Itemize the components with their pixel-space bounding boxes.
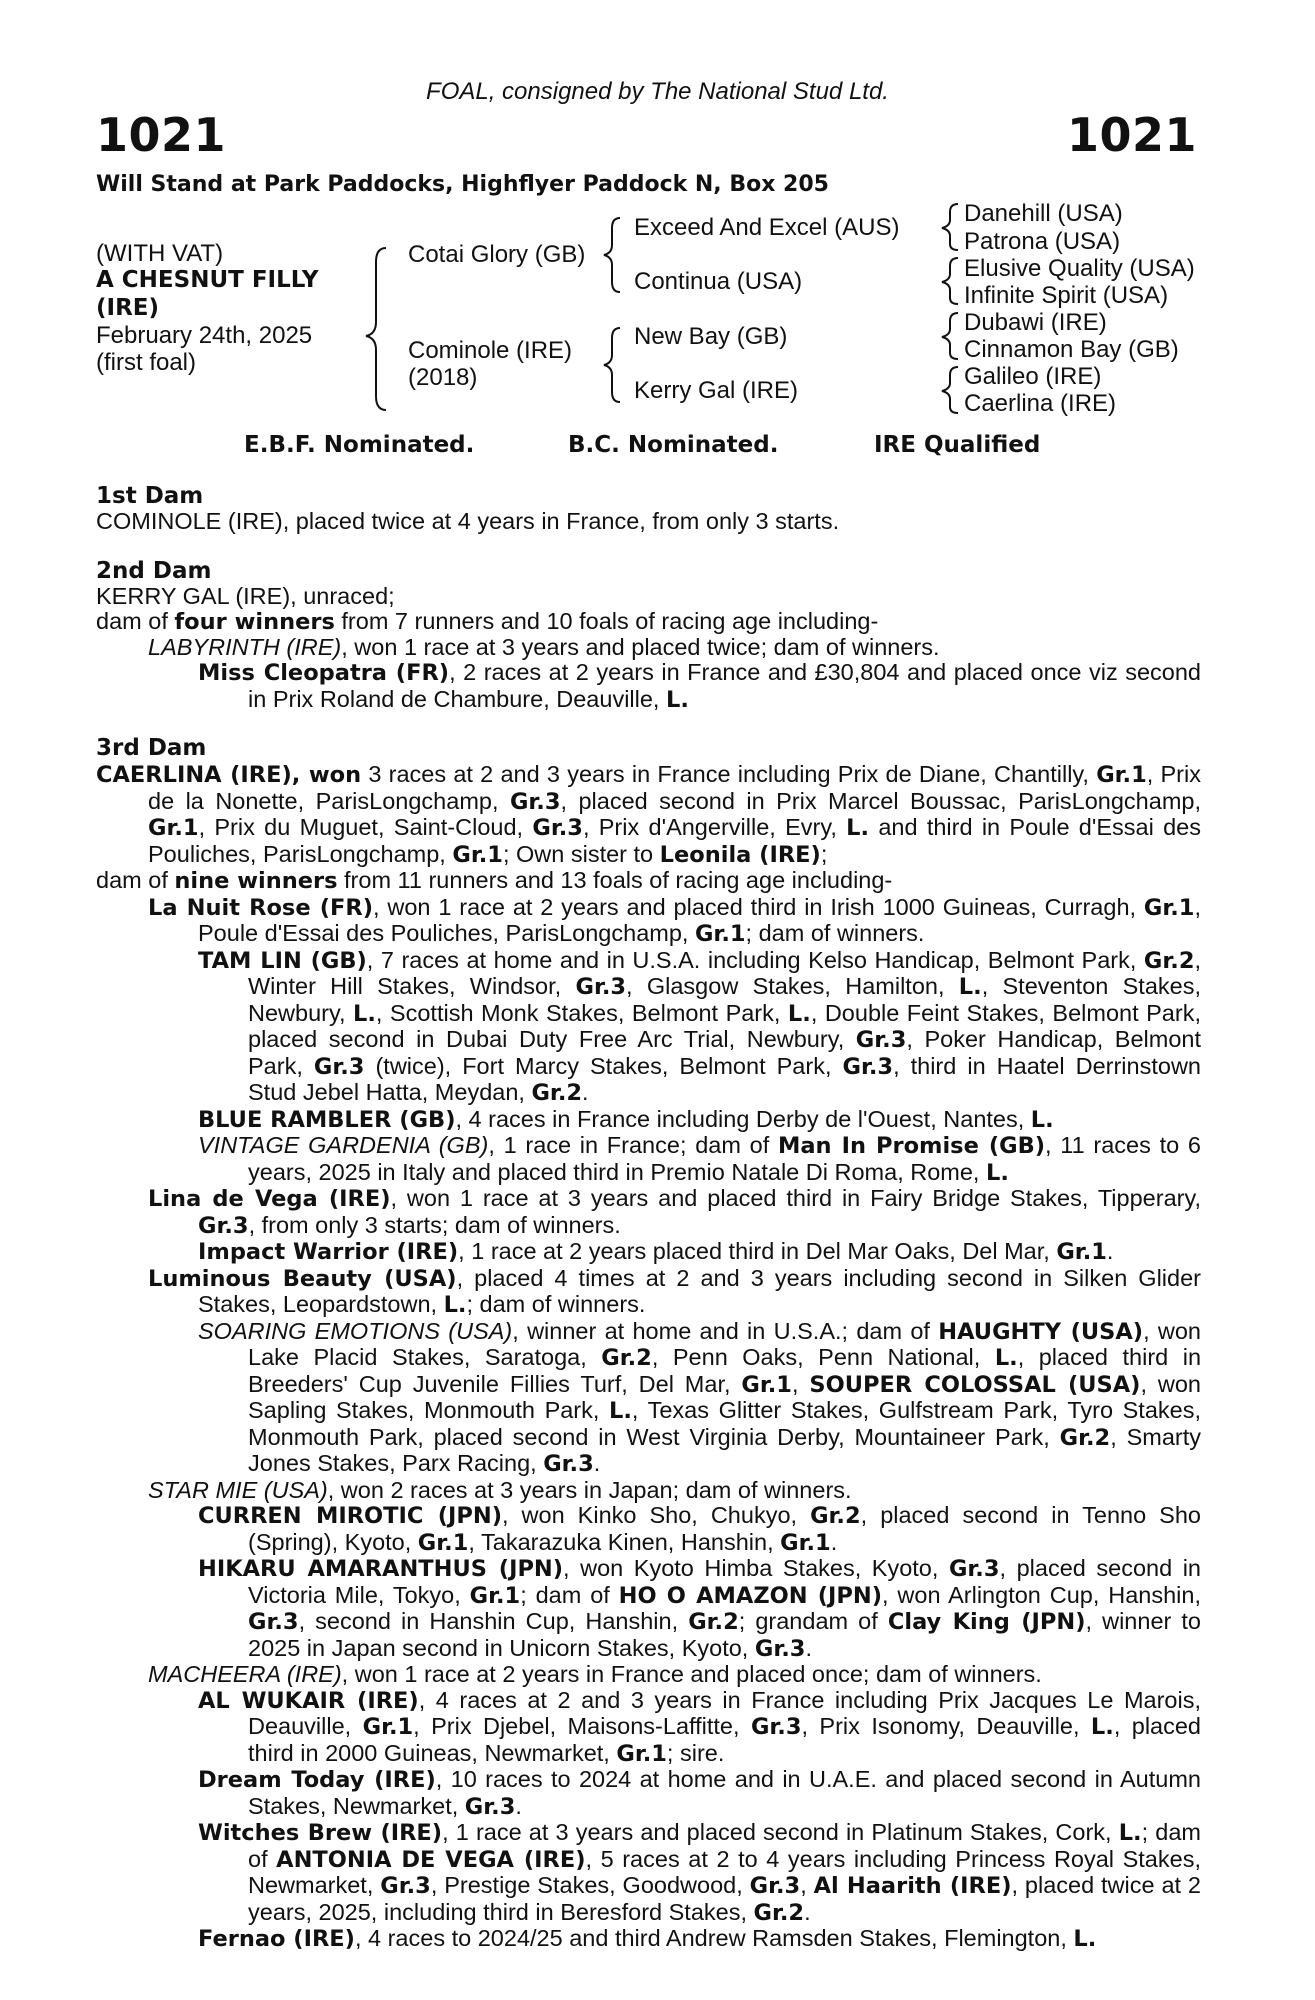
horse-country: (IRE) <box>96 295 160 321</box>
ggp-4: Infinite Spirit (USA) <box>964 282 1169 309</box>
text-run: , Scottish Monk Stakes, Belmont Park, <box>375 999 788 1026</box>
third-dam-entry <box>198 1820 1201 1926</box>
second-dam-produce: dam of four winners from 7 runners and 10 foals of racing age including- <box>96 608 879 635</box>
third-dam-produce <box>96 868 1201 895</box>
sire: Cotai Glory (GB) <box>408 241 586 268</box>
text-run: , Texas Glitter Stakes, Gulfstream Park, Tyro Stakes, Monmouth Park, placed second in West Virginia Derby, Mountaineer Park, <box>248 1397 1201 1450</box>
bold-run: Gr.1 <box>1096 762 1147 788</box>
second-dam-entry-labyrinth: LABYRINTH (IRE), won 1 race at 3 years and placed twice; dam of winners. <box>148 634 940 660</box>
bold-run: Gr.1 <box>780 1529 831 1556</box>
text-run: , won Kinko Sho, Chukyo, <box>502 1502 811 1528</box>
text-run: . <box>515 1792 522 1819</box>
bold-run: L. <box>1090 1714 1114 1740</box>
text-run: , Prix de la Nonette, ParisLongchamp, <box>148 761 1201 814</box>
third-dam-entry <box>198 1767 1201 1820</box>
bold-run: Gr.3 <box>248 1609 299 1635</box>
bold-run: Leonila (IRE) <box>659 841 821 868</box>
bold-run: Gr.1 <box>1056 1239 1107 1265</box>
bold-run: Clay King (JPN) <box>887 1609 1086 1635</box>
bold-run: Gr.3 <box>855 1027 907 1053</box>
third-dam-entry <box>198 1239 1201 1266</box>
bold-run: Gr.3 <box>313 1053 365 1080</box>
third-dam-entry <box>148 1266 1201 1319</box>
text-run: . <box>830 1528 838 1555</box>
bold-run: L. <box>609 1398 632 1424</box>
ggp-2: Patrona (USA) <box>964 228 1121 255</box>
bold-run: Gr.2 <box>1059 1424 1111 1451</box>
text-run: , won Arlington Cup, Hanshin, <box>882 1581 1201 1608</box>
third-dam-heading: 3rd Dam <box>96 735 207 761</box>
bold-run: L. <box>986 1159 1009 1186</box>
text-run: . <box>1106 1238 1114 1264</box>
text-run: , Prix Isonomy, Deauville, <box>801 1713 1091 1739</box>
text-run: , Glasgow Stakes, Hamilton, <box>626 973 959 999</box>
third-dam-entry <box>198 1503 1201 1556</box>
bc-nomination: B.C. Nominated. <box>568 432 779 458</box>
text-run: dam of <box>96 867 175 893</box>
bold-run: Witches Brew (IRE) <box>198 1820 443 1846</box>
text-run: , won Sapling Stakes, Monmouth Park, <box>248 1370 1201 1423</box>
text-run: , winner to 2025 in Japan second in Unicorn Stakes, Kyoto, <box>248 1608 1202 1661</box>
lot-number-right: 1021 <box>1066 108 1197 162</box>
text-run: , 1 race in France; dam of <box>488 1132 778 1158</box>
text-run: ; dam of winners. <box>745 920 925 946</box>
text-run: ; dam of winners. <box>466 1291 646 1317</box>
text-run: , 1 race at 2 years placed third in Del Mar Oaks, Del Mar, <box>458 1238 1057 1264</box>
dam-sire: New Bay (GB) <box>634 323 788 350</box>
bold-run: Lina de Vega (IRE) <box>148 1186 391 1212</box>
third-dam-block <box>0 762 1315 1953</box>
bold-run: Gr.3 <box>198 1212 249 1239</box>
bold-run: Gr.3 <box>532 815 583 841</box>
bold-run: SOUPER COLOSSAL (USA) <box>809 1371 1141 1398</box>
bold-run: nine winners <box>174 868 338 894</box>
bold-run: Gr.2 <box>531 1080 583 1106</box>
consignor-line: FOAL, consigned by The National Stud Ltd. <box>426 78 889 105</box>
bold-run: Gr.2 <box>601 1345 652 1371</box>
bold-run: Gr.3 <box>750 1714 802 1740</box>
bold-run: Gr.1 <box>741 1371 792 1398</box>
bold-run: L. <box>1073 1926 1097 1952</box>
text-run: . <box>593 1450 601 1476</box>
bold-run: L. <box>787 1000 811 1027</box>
bold-run: Impact Warrior (IRE) <box>198 1239 459 1265</box>
third-dam-entry <box>198 1319 1201 1478</box>
bold-run: Gr.1 <box>616 1740 667 1767</box>
text-run: , placed second in Prix Marcel Boussac, ParisLongchamp, <box>560 787 1202 814</box>
text-run: , placed twice at 2 years, 2025, including third in Beresford Stakes, <box>248 1872 1201 1925</box>
second-dam-entry-miss-cleopatra: Miss Cleopatra (FR), 2 races at 2 years in France and £30,804 and placed once viz second in Prix Roland de Chambure, Deauville, L. <box>198 659 1201 713</box>
vat-note: (WITH VAT) <box>96 240 224 267</box>
text-run: , Smarty Jones Stakes, Parx Racing, <box>248 1423 1201 1476</box>
foaling-date: February 24th, 2025 <box>96 322 313 349</box>
bold-run: Gr.1 <box>148 815 199 841</box>
text-run: and third in Poule d'Essai des Pouliches, ParisLongchamp, <box>148 814 1201 867</box>
text-run: , placed third in Breeders' Cup Juvenile Fillies Turf, Del Mar, <box>248 1344 1202 1397</box>
horse-name: A CHESNUT FILLY <box>96 267 319 293</box>
italic-run: MACHEERA (IRE) <box>148 1661 342 1687</box>
bold-run: TAM LIN (GB) <box>198 947 367 974</box>
text-run: , 4 races to 2024/25 and third Andrew Ramsden Stakes, Flemington, <box>354 1925 1074 1951</box>
text-run: . <box>805 1634 812 1661</box>
text-run: , 7 races at home and in U.S.A. including Kelso Handicap, Belmont Park, <box>366 946 1144 973</box>
text-run: , Winter Hill Stakes, Windsor, <box>248 946 1202 999</box>
bold-run: CURREN MIROTIC (JPN) <box>198 1503 502 1529</box>
text-run: , won Lake Placid Stakes, Saratoga, <box>248 1317 1201 1370</box>
bold-run: HO O AMAZON (JPN) <box>618 1582 883 1609</box>
text-run: , won 2 races at 3 years in Japan; dam of winners. <box>327 1476 852 1503</box>
bold-run: AL WUKAIR (IRE) <box>198 1687 419 1714</box>
bold-run: ANTONIA DE VEGA (IRE) <box>276 1846 586 1873</box>
text-run: , won 1 race at 2 years in France and placed once; dam of winners. <box>341 1661 1042 1687</box>
third-dam-entry <box>148 1186 1201 1239</box>
text-run: , won 1 race at 2 years and placed third in Irish 1000 Guineas, Curragh, <box>373 893 1144 920</box>
bold-run: Gr.3 <box>749 1873 801 1899</box>
bold-run: Gr.3 <box>575 974 627 1000</box>
text-run: , placed 4 times at 2 and 3 years including second in Silken Glider Stakes, Leopardstown, <box>198 1264 1201 1317</box>
text-run: , from only 3 starts; dam of winners. <box>248 1211 621 1238</box>
bold-run: L. <box>1030 1106 1054 1133</box>
text-run: ; Own sister to <box>502 840 660 867</box>
text-run: ; <box>820 840 828 867</box>
text-run: , winner at home and in U.S.A.; dam of <box>512 1317 939 1344</box>
third-dam-caerlina <box>96 762 1201 868</box>
bold-run: Gr.3 <box>380 1873 431 1899</box>
text-run: , 4 races in France including Derby de l'Ouest, Nantes, <box>455 1105 1031 1132</box>
second-dam-name: KERRY GAL (IRE), unraced; <box>96 583 395 609</box>
bold-run: L. <box>353 1000 376 1027</box>
foal-note: (first foal) <box>96 349 197 376</box>
bold-run: Gr.1 <box>1143 894 1195 921</box>
text-run: , <box>800 1872 814 1898</box>
ggp-3: Elusive Quality (USA) <box>964 255 1195 282</box>
italic-run: VINTAGE GARDENIA (GB) <box>198 1132 489 1158</box>
ire-qualified: IRE Qualified <box>874 432 1041 458</box>
text-run: , Takarazuka Kinen, Hanshin, <box>468 1528 781 1555</box>
ggp-7: Galileo (IRE) <box>964 363 1102 390</box>
text-run: , Steventon Stakes, Newbury, <box>248 973 1201 1026</box>
first-dam-heading: 1st Dam <box>96 483 204 509</box>
bold-run: Gr.2 <box>753 1899 805 1926</box>
bold-run: Gr.3 <box>754 1635 806 1662</box>
sire-dam: Continua (USA) <box>634 268 803 295</box>
text-run: ; grandam of <box>738 1608 888 1634</box>
bold-run: Al Haarith (IRE) <box>813 1873 1012 1899</box>
italic-run: STAR MIE (USA) <box>148 1476 328 1503</box>
text-run: , won Kyoto Himba Stakes, Kyoto, <box>563 1555 949 1581</box>
text-run: , placed second in Victoria Mile, Tokyo, <box>248 1555 1201 1608</box>
bold-run: L. <box>994 1345 1018 1371</box>
lot-number-left: 1021 <box>96 108 227 162</box>
bold-run: Man In Promise (GB) <box>777 1133 1046 1159</box>
text-run: , <box>791 1370 810 1397</box>
dam-year: (2018) <box>408 364 478 391</box>
text-run: , 4 races at 2 and 3 years in France including Prix Jacques Le Marois, Deauville, <box>248 1686 1201 1739</box>
text-run: 3 races at 2 and 3 years in France including Prix de Diane, Chantilly, <box>361 761 1097 787</box>
ggp-6: Cinnamon Bay (GB) <box>964 336 1179 363</box>
text-run: , 11 races to 6 years, 2025 in Italy and placed third in Premio Natale Di Roma, Rome, <box>248 1132 1201 1185</box>
third-dam-entry <box>148 895 1201 948</box>
text-run: , placed third in 2000 Guineas, Newmarket, <box>248 1713 1201 1766</box>
text-run: . <box>804 1898 811 1925</box>
text-run: , Prix Djebel, Maisons-Laffitte, <box>413 1713 751 1739</box>
text-run: from 11 runners and 13 foals of racing age including- <box>337 867 893 893</box>
text-run: ; sire. <box>666 1739 725 1766</box>
text-run: . <box>582 1079 589 1105</box>
bold-run: L. <box>443 1292 467 1318</box>
text-run: , Prix d'Angerville, Evry, <box>582 814 847 840</box>
bold-run: Fernao (IRE) <box>198 1926 355 1952</box>
text-run: ; dam of <box>248 1819 1201 1872</box>
text-run: , 5 races at 2 to 4 years including Princess Royal Stakes, Newmarket, <box>248 1845 1201 1898</box>
text-run: , Prix du Muguet, Saint-Cloud, <box>198 814 533 840</box>
third-dam-entry <box>198 1556 1201 1662</box>
text-run: , Prestige Stakes, Goodwood, <box>430 1872 750 1898</box>
bold-run: Dream Today (IRE) <box>198 1767 436 1793</box>
ggp-5: Dubawi (IRE) <box>964 309 1107 336</box>
bold-run: Gr.1 <box>452 841 503 868</box>
bold-run: La Nuit Rose (FR) <box>148 894 373 921</box>
ebf-nomination: E.B.F. Nominated. <box>244 432 475 458</box>
text-run: , Penn Oaks, Penn National, <box>651 1344 995 1370</box>
ggp-1: Danehill (USA) <box>964 200 1123 227</box>
third-dam-entry <box>198 1107 1201 1134</box>
bold-run: L. <box>1118 1820 1142 1846</box>
bold-run: HAUGHTY (USA) <box>938 1318 1144 1345</box>
dam: Cominole (IRE) <box>408 337 573 364</box>
bold-run: Gr.1 <box>362 1714 414 1740</box>
text-run: , placed second in Tenno Sho (Spring), Kyoto, <box>248 1502 1201 1555</box>
third-dam-entry <box>148 1662 1201 1688</box>
bold-run: L. <box>958 974 982 1000</box>
text-run: ; dam of <box>520 1581 619 1608</box>
stand-location: Will Stand at Park Paddocks, Highflyer Paddock N, Box 205 <box>96 172 829 197</box>
bold-run: Gr.3 <box>543 1451 594 1477</box>
bold-run: Gr.1 <box>417 1529 469 1556</box>
text-run: , Double Feint Stakes, Belmont Park, placed second in Dubai Duty Free Arc Trial, Newbury, <box>248 999 1201 1052</box>
ggp-8: Caerlina (IRE) <box>964 390 1117 417</box>
third-dam-entry <box>148 1478 1201 1504</box>
bold-run: CAERLINA (IRE), won <box>96 762 362 788</box>
first-dam-text: COMINOLE (IRE), placed twice at 4 years in France, from only 3 starts. <box>96 508 840 534</box>
text-run: , Poker Handicap, Belmont Park, <box>248 1026 1201 1079</box>
third-dam-entry <box>198 1926 1201 1953</box>
bold-run: Gr.2 <box>1143 947 1195 974</box>
third-dam-entry <box>198 1688 1201 1768</box>
dam-dam: Kerry Gal (IRE) <box>634 377 799 404</box>
text-run: , 10 races to 2024 at home and in U.A.E. and placed second in Autumn Stakes, Newmarket, <box>248 1766 1201 1819</box>
bold-run: HIKARU AMARANTHUS (JPN) <box>198 1556 564 1582</box>
bold-run: Gr.3 <box>464 1793 516 1820</box>
bold-run: BLUE RAMBLER (GB) <box>198 1106 456 1133</box>
text-run: , 1 race at 3 years and placed second in Platinum Stakes, Cork, <box>442 1819 1119 1845</box>
text-run: , Poule d'Essai des Pouliches, ParisLongchamp, <box>198 893 1201 946</box>
bold-run: Gr.3 <box>509 788 561 815</box>
bold-run: Gr.3 <box>842 1053 894 1080</box>
text-run: , second in Hanshin Cup, Hanshin, <box>298 1608 689 1634</box>
bold-run: Gr.3 <box>948 1556 1000 1582</box>
bold-run: Gr.2 <box>688 1609 739 1635</box>
bold-run: Gr.1 <box>469 1582 521 1609</box>
third-dam-entry <box>198 1133 1201 1186</box>
text-run: , won 1 race at 3 years and placed third in Fairy Bridge Stakes, Tipperary, <box>390 1185 1201 1211</box>
text-run: , third in Haatel Derrinstown Stud Jebel Hatta, Meydan, <box>248 1052 1201 1105</box>
second-dam-heading: 2nd Dam <box>96 558 212 584</box>
bold-run: Gr.2 <box>810 1503 861 1529</box>
italic-run: SOARING EMOTIONS (USA) <box>198 1317 513 1344</box>
text-run: (twice), Fort Marcy Stakes, Belmont Park, <box>364 1052 843 1079</box>
third-dam-entry <box>198 948 1201 1107</box>
bold-run: Luminous Beauty (USA) <box>148 1265 457 1292</box>
bold-run: Gr.1 <box>694 921 746 947</box>
sire-sire: Exceed And Excel (AUS) <box>634 214 900 241</box>
bold-run: L. <box>846 815 870 841</box>
